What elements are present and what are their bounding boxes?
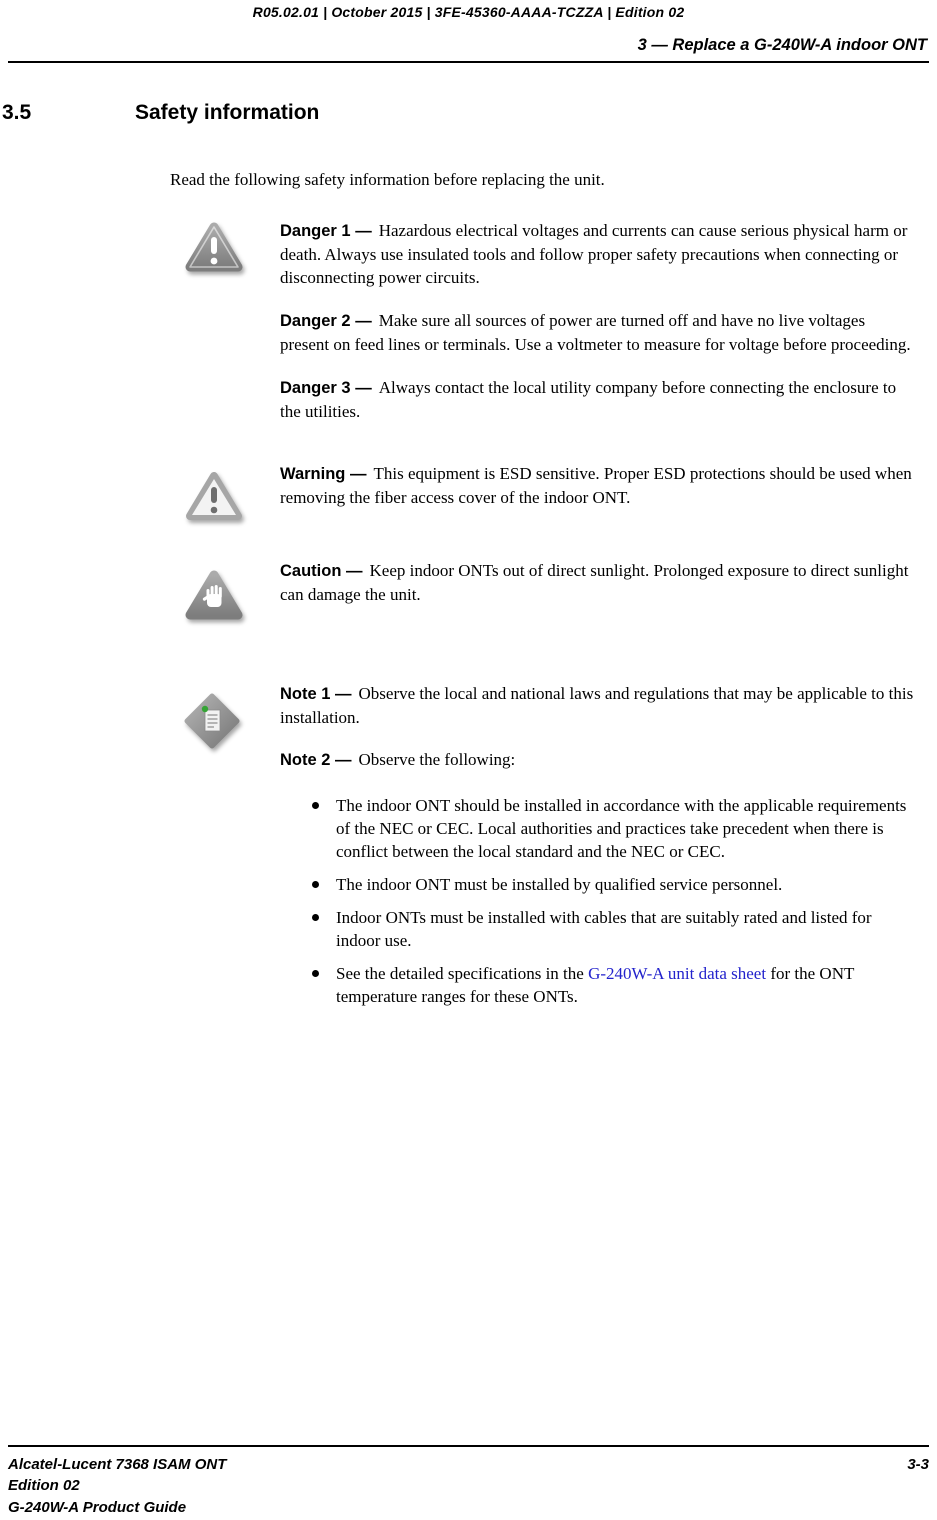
- list-item: [310, 962, 917, 1008]
- header-chapter-title: 3 — Replace a G-240W-A indoor ONT: [637, 36, 927, 54]
- bullet-text-after: for the ONT temperature ranges for these ONTs.: [336, 964, 855, 1006]
- note-icon: [183, 692, 247, 756]
- section-number: 3.5: [2, 101, 32, 124]
- notice-danger-1: [280, 219, 915, 289]
- bullet-text-before: See the detailed specifications in the: [336, 964, 589, 983]
- section-title: Safety information: [135, 101, 320, 124]
- bullet-icon: [312, 881, 319, 888]
- notice-text: This equipment is ESD sensitive. Proper ESD protections should be used when removing the fiber access cover of the indoor ONT.: [280, 464, 912, 507]
- list-item: [310, 906, 917, 952]
- notice-text: Observe the following:: [358, 750, 516, 769]
- footer-rule: [8, 1445, 929, 1447]
- footer-product: Alcatel-Lucent 7368 ISAM ONT: [8, 1455, 227, 1473]
- list-item: [310, 873, 917, 896]
- header-rule: [8, 61, 929, 63]
- notice-text: Always contact the local utility company before connecting the enclosure to the utilities.: [280, 378, 897, 421]
- notice-caution: [280, 559, 915, 606]
- footer-edition: Edition 02: [8, 1477, 80, 1494]
- notice-danger-2: [280, 309, 915, 356]
- footer-guide: G-240W-A Product Guide: [8, 1498, 187, 1516]
- notice-paragraph: [280, 219, 915, 289]
- notice-text: Hazardous electrical voltages and currents can cause serious physical harm or death. Always use insulated tools and follow proper safety precautions when connecting or disconnecting power circuits.: [280, 221, 908, 287]
- notice-paragraph: [280, 376, 915, 423]
- notice-label: Danger 1 —: [280, 222, 372, 240]
- list-item: [310, 794, 917, 863]
- header-meta: R05.02.01 | October 2015 | 3FE-45360-AAAA-TCZZA | Edition 02: [252, 4, 685, 20]
- section-heading: [2, 101, 937, 125]
- bullet-text: Indoor ONTs must be installed with cables that are suitably rated and listed for indoor use.: [336, 908, 872, 950]
- footer-page-number: 3-3: [907, 1455, 929, 1473]
- data-sheet-link[interactable]: G-240W-A unit data sheet: [588, 964, 767, 983]
- notice-paragraph: [280, 309, 915, 356]
- notice-label: Danger 2 —: [280, 312, 372, 330]
- notice-label: Note 2 —: [280, 751, 352, 769]
- notice-label: Caution —: [280, 562, 363, 580]
- intro-paragraph: Read the following safety information before replacing the unit.: [170, 170, 605, 189]
- bullet-icon: [312, 970, 319, 977]
- notice-note-2: [280, 748, 915, 772]
- notice-note-1: [280, 682, 915, 729]
- bullet-text: The indoor ONT must be installed by qualified service personnel.: [336, 875, 783, 894]
- bullet-icon: [312, 914, 319, 921]
- page-footer: [0, 1445, 937, 1520]
- notice-paragraph: [280, 462, 915, 509]
- notice-label: Warning —: [280, 465, 367, 483]
- page-body: [0, 101, 937, 1008]
- notice-paragraph: [280, 559, 915, 606]
- warning-icon: [183, 468, 247, 530]
- notice-label: Note 1 —: [280, 685, 352, 703]
- bullet-text: The indoor ONT should be installed in accordance with the applicable requirements of the NEC or CEC. Local authorities and practices take precedent when there is conflict between the local standard and the NEC or CEC.: [336, 796, 907, 861]
- notice-danger-3: [280, 376, 915, 423]
- page-header: [0, 0, 937, 63]
- notice-text: Observe the local and national laws and regulations that may be applicable to this installation.: [280, 684, 914, 727]
- notice-paragraph: [280, 748, 915, 772]
- notice-paragraph: [280, 682, 915, 729]
- bullet-icon: [312, 802, 319, 809]
- notice-label: Danger 3 —: [280, 379, 372, 397]
- notice-text: Keep indoor ONTs out of direct sunlight. Prolonged exposure to direct sunlight can damage the unit.: [280, 561, 909, 604]
- caution-icon: [183, 567, 247, 629]
- danger-icon: [183, 219, 247, 281]
- notice-text: Make sure all sources of power are turned off and have no live voltages present on feed lines or terminals. Use a voltmeter to measure for voltage before proceeding.: [280, 311, 911, 354]
- bullet-list: [310, 794, 917, 1008]
- notice-warning: [280, 462, 915, 509]
